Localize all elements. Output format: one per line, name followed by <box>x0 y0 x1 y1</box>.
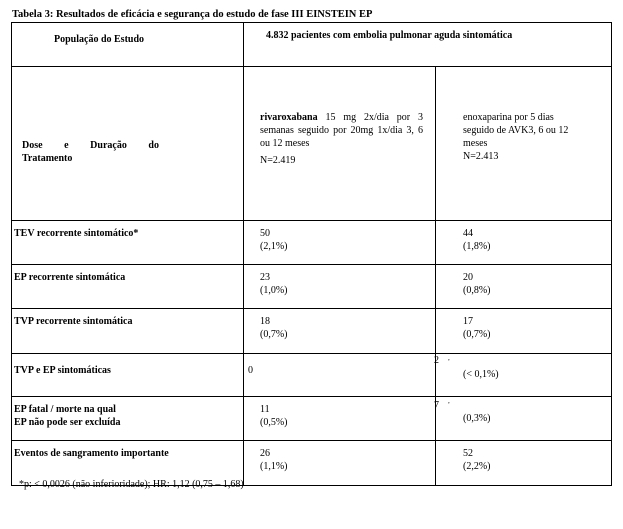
outcome-label: Eventos de sangramento importante <box>12 441 244 486</box>
outcome-label: TEV recorrente sintomático* <box>12 221 244 265</box>
table-row <box>12 397 612 441</box>
table-row <box>12 265 612 309</box>
enoxaparin-value: 17 (0,7%) <box>436 309 612 354</box>
of-word: do <box>148 140 159 151</box>
duration-word: Duração <box>90 140 127 151</box>
table-row <box>12 309 612 354</box>
outcome-label: TVP e EP sintomáticas <box>12 354 244 397</box>
treatment-row <box>12 67 612 221</box>
rivaroxaban-n: N=2.419 <box>260 155 296 166</box>
results-table <box>11 22 612 486</box>
enoxaparin-cell <box>436 67 612 221</box>
rivaroxaban-value: 11 (0,5%) <box>244 397 436 441</box>
enoxaparin-value: 44 (1,8%) <box>436 221 612 265</box>
enoxaparin-regimen: enoxaparina por 5 dias seguido de AVK3, 6 ou 12 meses <box>463 112 569 149</box>
rivaroxaban-cell <box>244 67 436 221</box>
rivaroxaban-value: 18 (0,7%) <box>244 309 436 354</box>
enoxaparin-value: 7 , (0,3%) <box>436 397 612 441</box>
dose-word: Dose <box>22 140 43 151</box>
table-caption: Tabela 3: Resultados de eficácia e segurança do estudo de fase III EINSTEIN EP <box>12 9 373 20</box>
rivaroxaban-value: 0 <box>244 354 436 397</box>
outcome-label: TVP recorrente sintomática <box>12 309 244 354</box>
table-row <box>12 354 612 397</box>
table-row <box>12 221 612 265</box>
enoxaparin-value: 2 , (< 0,1%) <box>436 354 612 397</box>
rivaroxaban-value: 50 (2,1%) <box>244 221 436 265</box>
enoxaparin-value: 52 (2,2%) <box>436 441 612 486</box>
rivaroxaban-value: 23 (1,0%) <box>244 265 436 309</box>
patients-label: 4.832 pacientes com embolia pulmonar aguda sintomática <box>244 23 612 67</box>
outcome-label: EP fatal / morte na qual EP não pode ser excluída <box>12 397 244 441</box>
dose-duration-label <box>12 67 244 221</box>
outcome-label: EP recorrente sintomática <box>12 265 244 309</box>
treatment-word: Tratamento <box>22 153 73 164</box>
rivaroxaban-regimen: 15 mg 2x/dia por 3 semanas seguido por 20mg 1x/dia 3, 6 ou 12 meses <box>260 112 423 149</box>
and-word: e <box>64 140 69 151</box>
rivaroxaban-value: 26 (1,1%) <box>244 441 436 486</box>
header-row <box>12 23 612 67</box>
enoxaparin-n: N=2.413 <box>463 151 499 162</box>
rivaroxaban-name: rivaroxabana <box>260 112 318 123</box>
population-label: População do Estudo <box>12 23 244 67</box>
footnote: *p: < 0,0026 (não inferioridade); HR: 1,12 (0,75 – 1,68) <box>19 479 244 490</box>
enoxaparin-value: 20 (0,8%) <box>436 265 612 309</box>
